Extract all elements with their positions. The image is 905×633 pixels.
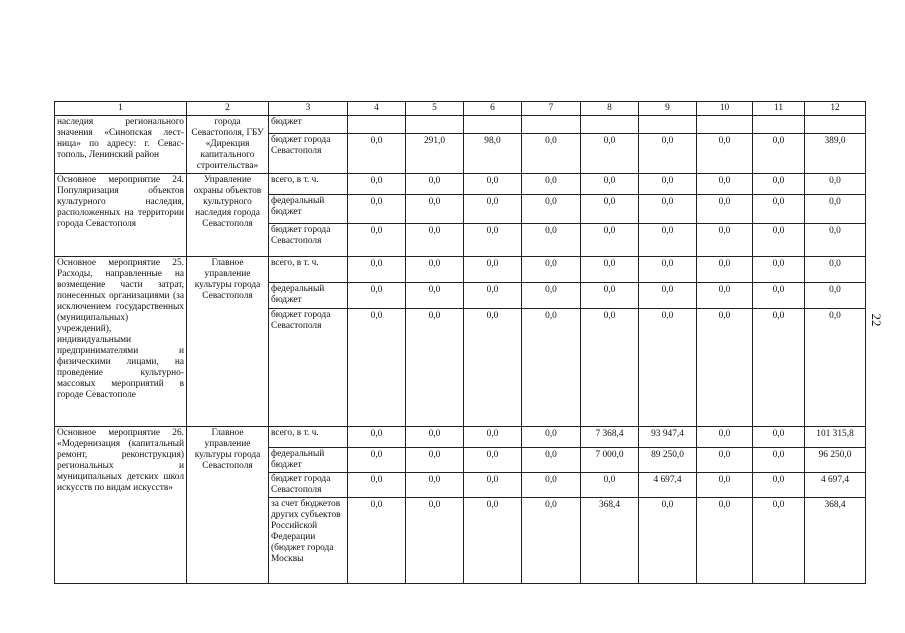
funding-source: за счет бюджетов других субъектов Российской Федерации (бюджет города Москвы xyxy=(269,498,348,584)
amount-cell: 0,0 xyxy=(464,174,522,195)
funding-source: федеральный бюджет xyxy=(269,448,348,473)
amount-cell: 0,0 xyxy=(464,195,522,224)
amount-cell xyxy=(697,116,753,134)
amount-cell: 0,0 xyxy=(406,498,464,584)
activity-description: Основное мероприятие 25. Расходы, направленные на возмещение части затрат, понесенных организациями (за исключением государственных (муниципальных) учреждений), индивидуальными предпринимателями и физическими лицами, на проведение культурно-массовых мероприятий в городе Севастополе xyxy=(55,257,187,427)
amount-cell: 0,0 xyxy=(697,498,753,584)
amount-cell: 0,0 xyxy=(581,309,639,427)
amount-cell: 0,0 xyxy=(464,309,522,427)
funding-source: всего, в т. ч. xyxy=(269,174,348,195)
column-number-header: 1 xyxy=(55,102,187,116)
funding-source: федеральный бюджет xyxy=(269,195,348,224)
amount-cell xyxy=(753,116,805,134)
amount-cell: 0,0 xyxy=(464,473,522,498)
executor-cell: Управление охраны объектов культурного наследия города Севастополя xyxy=(187,174,269,257)
amount-cell: 96 250,0 xyxy=(805,448,866,473)
amount-cell: 0,0 xyxy=(348,195,406,224)
amount-cell: 0,0 xyxy=(522,174,581,195)
amount-cell: 0,0 xyxy=(805,224,866,257)
activity-description: Основное мероприятие 24. Популяризация объектов культурного наследия, расположенных на территории города Севастополя xyxy=(55,174,187,257)
amount-cell: 0,0 xyxy=(581,257,639,283)
column-number-header: 10 xyxy=(697,102,753,116)
amount-cell: 98,0 xyxy=(464,133,522,173)
funding-source: бюджет xyxy=(269,116,348,134)
amount-cell: 291,0 xyxy=(406,133,464,173)
table-row xyxy=(55,427,866,448)
amount-cell: 0,0 xyxy=(581,283,639,309)
column-number-header: 4 xyxy=(348,102,406,116)
amount-cell: 0,0 xyxy=(406,309,464,427)
amount-cell: 0,0 xyxy=(348,448,406,473)
amount-cell: 0,0 xyxy=(406,473,464,498)
amount-cell: 0,0 xyxy=(581,195,639,224)
budget-table xyxy=(54,101,866,584)
amount-cell: 0,0 xyxy=(581,174,639,195)
amount-cell: 0,0 xyxy=(581,224,639,257)
amount-cell xyxy=(522,116,581,134)
amount-cell: 0,0 xyxy=(753,309,805,427)
table-row xyxy=(55,174,866,195)
amount-cell: 0,0 xyxy=(581,473,639,498)
amount-cell: 368,4 xyxy=(581,498,639,584)
amount-cell: 0,0 xyxy=(464,498,522,584)
activity-description: Основное мероприятие 26. «Модернизация (капитальный ремонт, реконструкция) региональных и муниципальных детских школ искусств по видам искусств» xyxy=(55,427,187,584)
amount-cell: 0,0 xyxy=(348,283,406,309)
amount-cell: 0,0 xyxy=(805,174,866,195)
amount-cell: 7 000,0 xyxy=(581,448,639,473)
executor-cell: Главное управление культуры города Севастополя xyxy=(187,427,269,584)
amount-cell: 0,0 xyxy=(753,448,805,473)
amount-cell: 0,0 xyxy=(464,427,522,448)
amount-cell: 4 697,4 xyxy=(805,473,866,498)
amount-cell: 0,0 xyxy=(639,283,697,309)
amount-cell: 0,0 xyxy=(805,309,866,427)
column-number-header: 11 xyxy=(753,102,805,116)
amount-cell: 0,0 xyxy=(697,473,753,498)
funding-source: бюджет города Севастополя xyxy=(269,473,348,498)
amount-cell: 0,0 xyxy=(697,195,753,224)
executor-cell: Главное управление культуры города Севастополя xyxy=(187,257,269,427)
amount-cell: 0,0 xyxy=(406,448,464,473)
amount-cell xyxy=(348,116,406,134)
funding-source: всего, в т. ч. xyxy=(269,257,348,283)
column-number-header: 6 xyxy=(464,102,522,116)
amount-cell: 0,0 xyxy=(753,224,805,257)
amount-cell: 0,0 xyxy=(639,309,697,427)
amount-cell xyxy=(464,116,522,134)
amount-cell: 4 697,4 xyxy=(639,473,697,498)
amount-cell: 101 315,8 xyxy=(805,427,866,448)
amount-cell: 93 947,4 xyxy=(639,427,697,448)
amount-cell: 0,0 xyxy=(522,133,581,173)
amount-cell: 368,4 xyxy=(805,498,866,584)
amount-cell xyxy=(406,116,464,134)
amount-cell: 0,0 xyxy=(753,195,805,224)
amount-cell: 0,0 xyxy=(348,174,406,195)
amount-cell: 0,0 xyxy=(348,309,406,427)
amount-cell: 0,0 xyxy=(753,473,805,498)
amount-cell: 0,0 xyxy=(348,473,406,498)
amount-cell xyxy=(805,116,866,134)
amount-cell: 0,0 xyxy=(805,257,866,283)
column-number-header: 5 xyxy=(406,102,464,116)
funding-source: бюджет города Севастополя xyxy=(269,133,348,173)
amount-cell: 7 368,4 xyxy=(581,427,639,448)
amount-cell: 0,0 xyxy=(753,283,805,309)
column-number-header: 2 xyxy=(187,102,269,116)
funding-source: всего, в т. ч. xyxy=(269,427,348,448)
amount-cell: 389,0 xyxy=(805,133,866,173)
amount-cell: 0,0 xyxy=(697,257,753,283)
amount-cell: 0,0 xyxy=(406,224,464,257)
column-number-header: 7 xyxy=(522,102,581,116)
amount-cell: 0,0 xyxy=(805,195,866,224)
amount-cell: 0,0 xyxy=(406,195,464,224)
amount-cell: 0,0 xyxy=(697,133,753,173)
amount-cell: 0,0 xyxy=(522,224,581,257)
amount-cell: 0,0 xyxy=(406,427,464,448)
amount-cell: 0,0 xyxy=(697,448,753,473)
amount-cell: 0,0 xyxy=(464,257,522,283)
amount-cell: 0,0 xyxy=(464,224,522,257)
amount-cell: 0,0 xyxy=(348,133,406,173)
amount-cell: 0,0 xyxy=(406,174,464,195)
amount-cell: 0,0 xyxy=(522,448,581,473)
funding-source: бюджет города Севастополя xyxy=(269,224,348,257)
amount-cell: 0,0 xyxy=(639,174,697,195)
amount-cell: 0,0 xyxy=(697,309,753,427)
amount-cell: 0,0 xyxy=(753,174,805,195)
amount-cell: 0,0 xyxy=(697,427,753,448)
column-number-header: 8 xyxy=(581,102,639,116)
amount-cell: 0,0 xyxy=(639,257,697,283)
amount-cell: 0,0 xyxy=(753,427,805,448)
column-number-header: 9 xyxy=(639,102,697,116)
amount-cell: 0,0 xyxy=(522,195,581,224)
amount-cell: 0,0 xyxy=(348,257,406,283)
amount-cell: 0,0 xyxy=(697,224,753,257)
amount-cell: 0,0 xyxy=(348,224,406,257)
amount-cell: 0,0 xyxy=(464,283,522,309)
amount-cell: 0,0 xyxy=(522,498,581,584)
amount-cell: 0,0 xyxy=(753,498,805,584)
amount-cell: 0,0 xyxy=(581,133,639,173)
table-row xyxy=(55,257,866,283)
amount-cell: 0,0 xyxy=(639,498,697,584)
amount-cell: 0,0 xyxy=(697,283,753,309)
amount-cell xyxy=(639,116,697,134)
executor-cell: города Севастополя, ГБУ «Дирекция капитального строительства» xyxy=(187,116,269,174)
amount-cell: 0,0 xyxy=(522,283,581,309)
amount-cell: 0,0 xyxy=(639,224,697,257)
amount-cell: 89 250,0 xyxy=(639,448,697,473)
amount-cell: 0,0 xyxy=(406,283,464,309)
amount-cell: 0,0 xyxy=(406,257,464,283)
amount-cell: 0,0 xyxy=(639,195,697,224)
column-number-header: 12 xyxy=(805,102,866,116)
amount-cell: 0,0 xyxy=(348,498,406,584)
amount-cell: 0,0 xyxy=(697,174,753,195)
amount-cell: 0,0 xyxy=(522,427,581,448)
amount-cell: 0,0 xyxy=(348,427,406,448)
amount-cell: 0,0 xyxy=(522,309,581,427)
amount-cell: 0,0 xyxy=(639,133,697,173)
column-number-header: 3 xyxy=(269,102,348,116)
amount-cell: 0,0 xyxy=(753,133,805,173)
funding-source: федеральный бюджет xyxy=(269,283,348,309)
amount-cell: 0,0 xyxy=(805,283,866,309)
amount-cell: 0,0 xyxy=(522,257,581,283)
table-row xyxy=(55,116,866,134)
amount-cell: 0,0 xyxy=(464,448,522,473)
amount-cell: 0,0 xyxy=(753,257,805,283)
amount-cell xyxy=(581,116,639,134)
header-row xyxy=(55,102,866,116)
funding-source: бюджет города Севастополя xyxy=(269,309,348,427)
page-number: 22 xyxy=(869,313,884,327)
amount-cell: 0,0 xyxy=(522,473,581,498)
activity-description: наследия регионального значения «Синопская лестница» по адресу: г. Севастополь, Ленинский район xyxy=(55,116,187,174)
